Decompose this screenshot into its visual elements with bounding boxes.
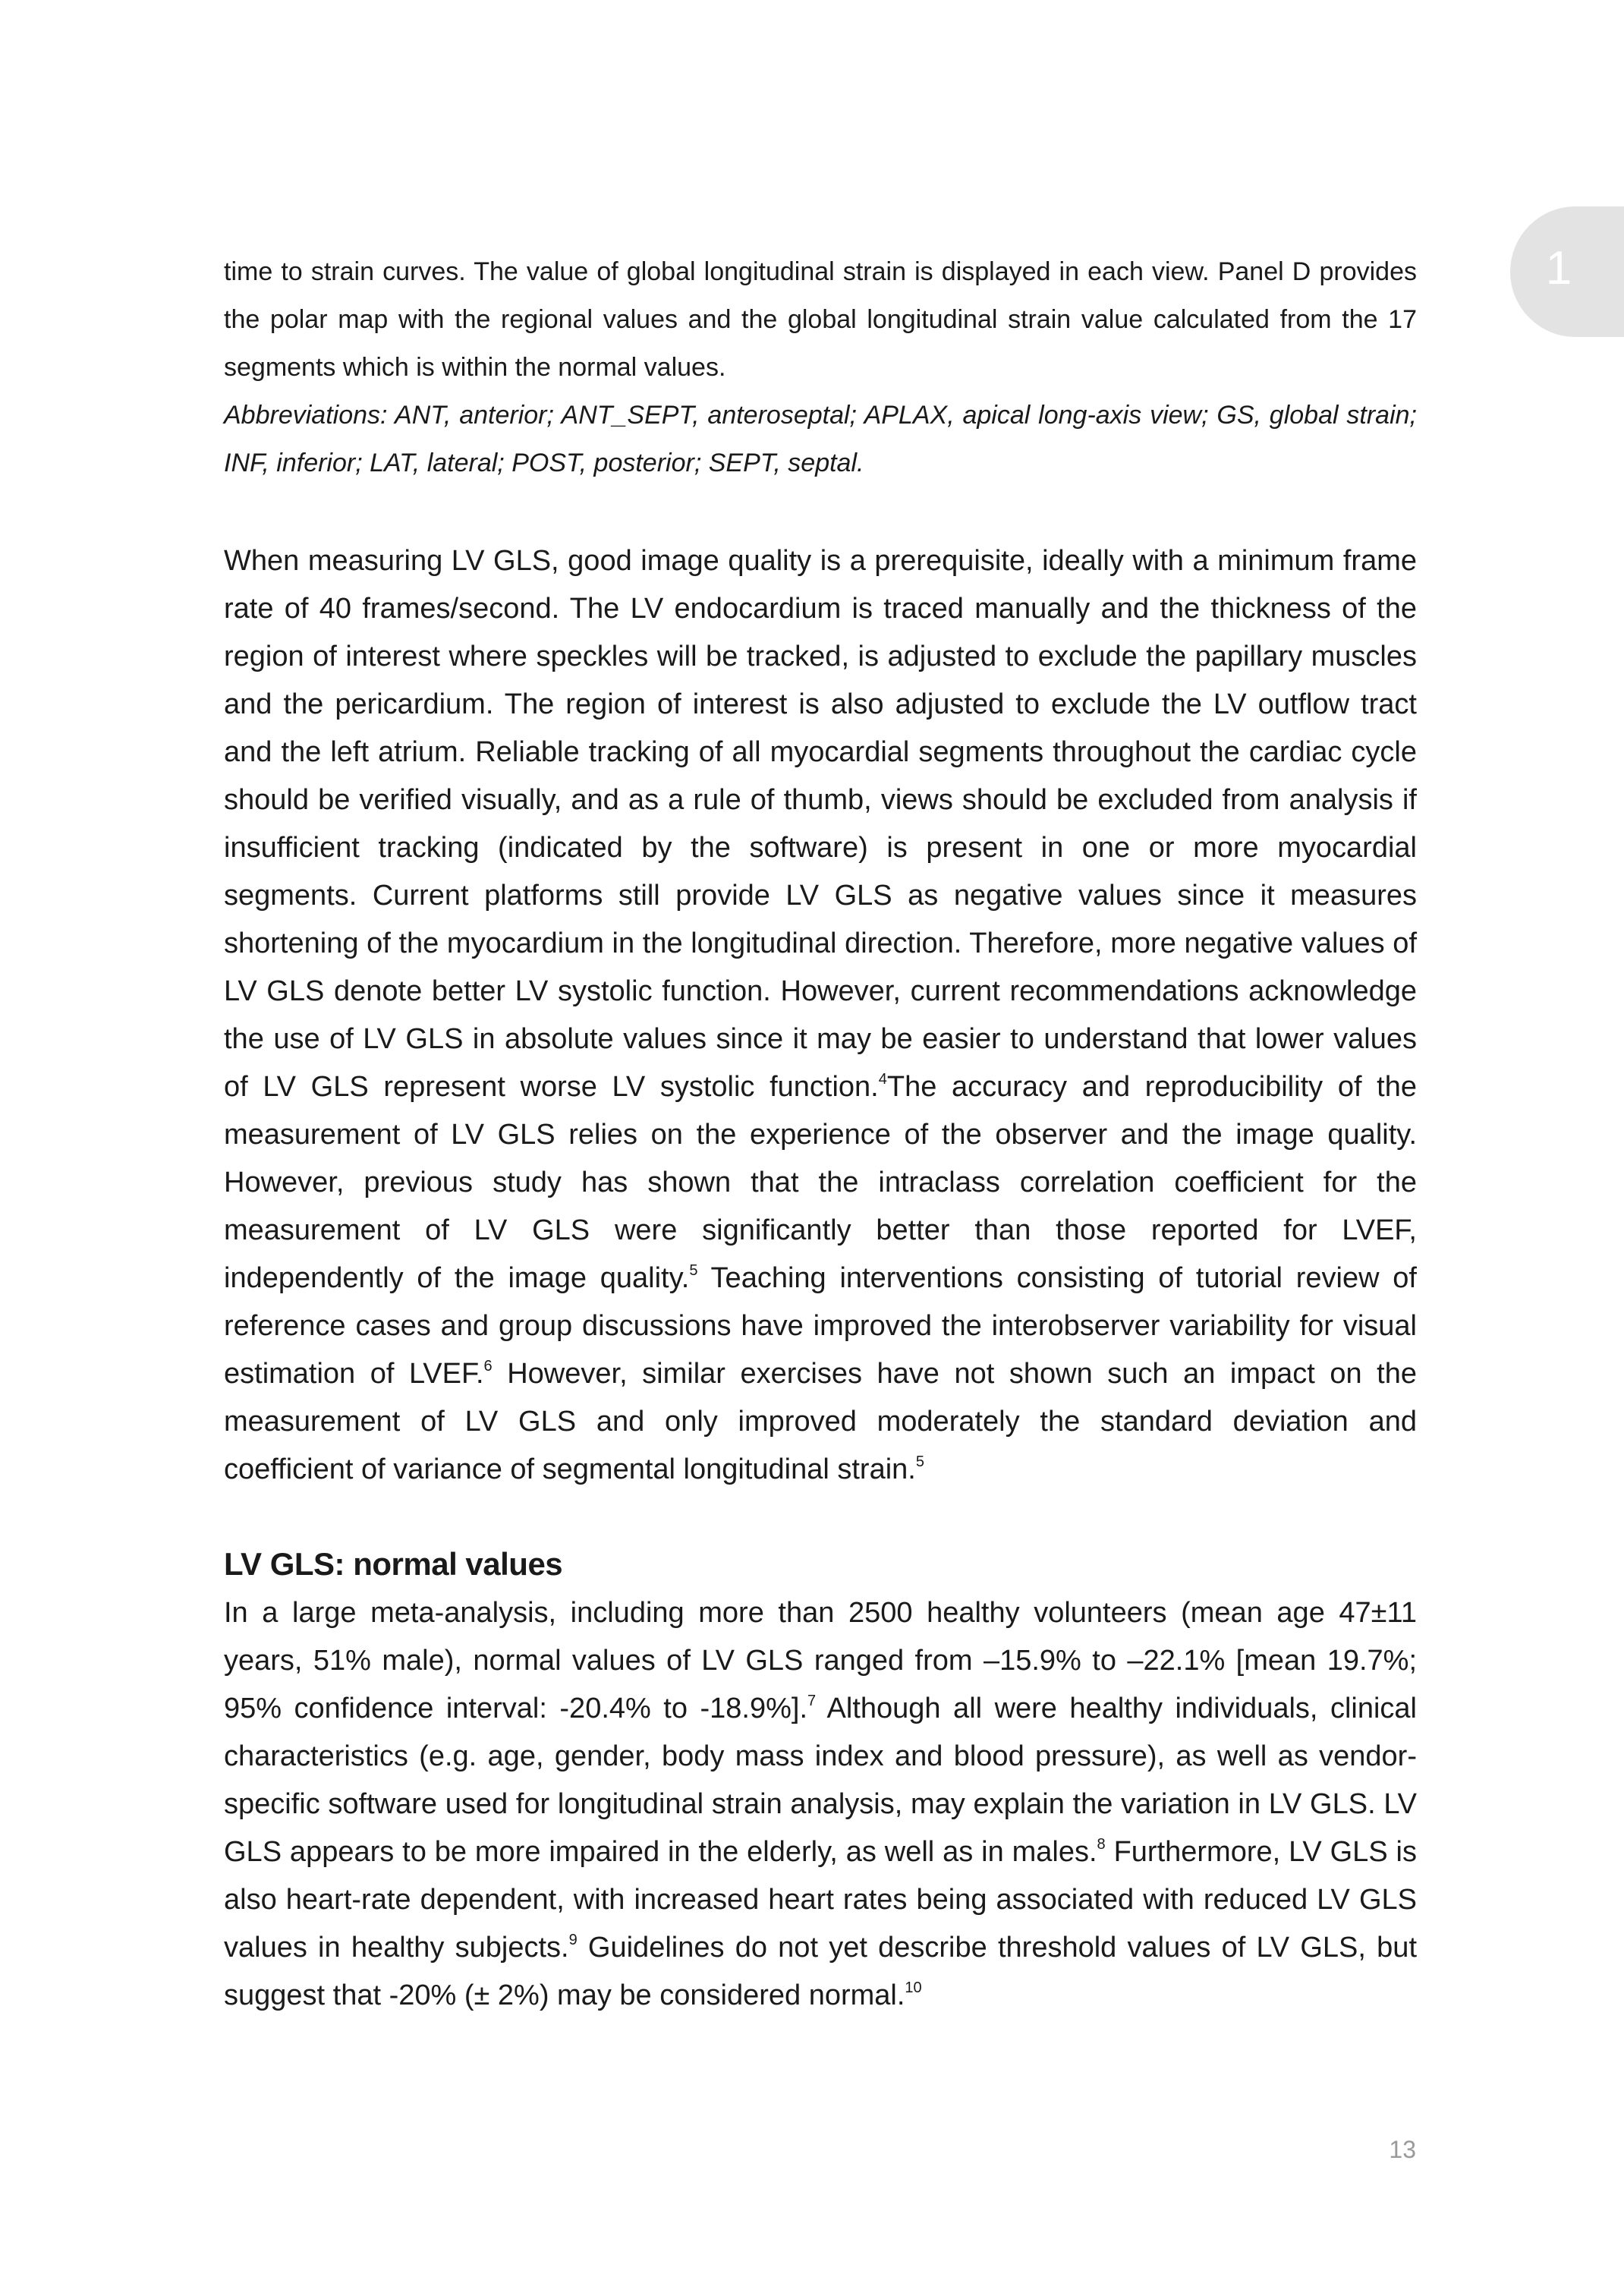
figure-caption: [224, 248, 1417, 487]
page-number: 13: [1389, 2136, 1416, 2163]
citation-ref: 7: [807, 1693, 817, 1709]
paragraph-text: Furthermore, LV GLS is also heart-rate dependent, with increased heart rates being associated with reduced LV GLS values in healthy subjects.: [224, 1836, 1417, 1964]
section-normal-values: [224, 1539, 1417, 2020]
section-heading: LV GLS: normal values: [224, 1546, 563, 1582]
caption-abbreviations: Abbreviations: ANT, anterior; ANT_SEPT, anteroseptal; APLAX, apical long-axis view; GS, global strain; INF, inferior; LAT, lateral; POST, posterior; SEPT, septal.: [224, 401, 1417, 477]
citation-ref: 8: [1097, 1836, 1106, 1853]
section-paragraph: [224, 1589, 1417, 2020]
paragraph-text: The accuracy and reproducibility of the measurement of LV GLS relies on the experience of the observer and the image quality. However, previous study has shown that the intraclass correlation coefficient for the measurement of LV GLS were significantly better than those reported for LVEF, independently of the image quality.: [224, 1071, 1418, 1294]
citation-ref: 4: [878, 1071, 887, 1088]
citation-ref: 9: [568, 1932, 578, 1948]
chapter-number: 1: [1545, 242, 1572, 294]
citation-ref: 5: [915, 1453, 924, 1470]
page-content: [224, 248, 1417, 2020]
citation-ref: 6: [483, 1358, 493, 1375]
paragraph-text: In a large meta-analysis, including more than 2500 healthy volunteers (mean age 47±11 years, 51% male), normal values of LV GLS ranged from –15.9% to –22.1% [mean 19.7%; 95% confidence interval: -20.4% to -18.9%].: [224, 1597, 1417, 1724]
citation-ref: 10: [905, 1979, 922, 1996]
caption-text: time to strain curves. The value of global longitudinal strain is displayed in each view. Panel D provides the polar map with the regional values and the global longitudinal strain value calculated from the 17 segments which is within the normal values.: [224, 257, 1417, 382]
paragraph-text: Although all were healthy individuals, clinical characteristics (e.g. age, gender, body mass index and blood pressure), as well as vendor-specific software used for longitudinal strain analysis, may explain the variation in LV GLS. LV GLS appears to be more impaired in the elderly, as well as in males.: [224, 1693, 1417, 1868]
paragraph-text: Guidelines do not yet describe threshold values of LV GLS, but suggest that -20% (± 2%) may be considered normal.: [224, 1932, 1417, 2011]
citation-ref: 5: [689, 1262, 698, 1279]
paragraph-text: When measuring LV GLS, good image quality is a prerequisite, ideally with a minimum frame rate of 40 frames/second. The LV endocardium is traced manually and the thickness of the region of interest where speckles will be tracked, is adjusted to exclude the papillary muscles and the pericardium. The region of interest is also adjusted to exclude the LV outflow tract and the left atrium. Reliable tracking of all myocardial segments throughout the cardiac cycle should be verified visually, and as a rule of thumb, views should be excluded from analysis if insufficient tracking (indicated by the software) is present in one or more myocardial segments. Current platforms still provide LV GLS as negative values since it measures shortening of the myocardium in the longitudinal direction. Therefore, more negative values of LV GLS denote better LV systolic function. However, current recommendations acknowledge the use of LV GLS in absolute values since it may be easier to understand that lower values of LV GLS represent worse LV systolic function.: [224, 545, 1417, 1103]
body-paragraph: [224, 537, 1417, 1494]
paragraph-text: However, similar exercises have not shown such an impact on the measurement of LV GLS and only improved moderately the standard deviation and coefficient of variance of segmental longitudinal strain.: [224, 1358, 1417, 1485]
paragraph-text: Teaching interventions consisting of tutorial review of reference cases and group discussions have improved the interobserver variability for visual estimation of LVEF.: [224, 1262, 1417, 1390]
